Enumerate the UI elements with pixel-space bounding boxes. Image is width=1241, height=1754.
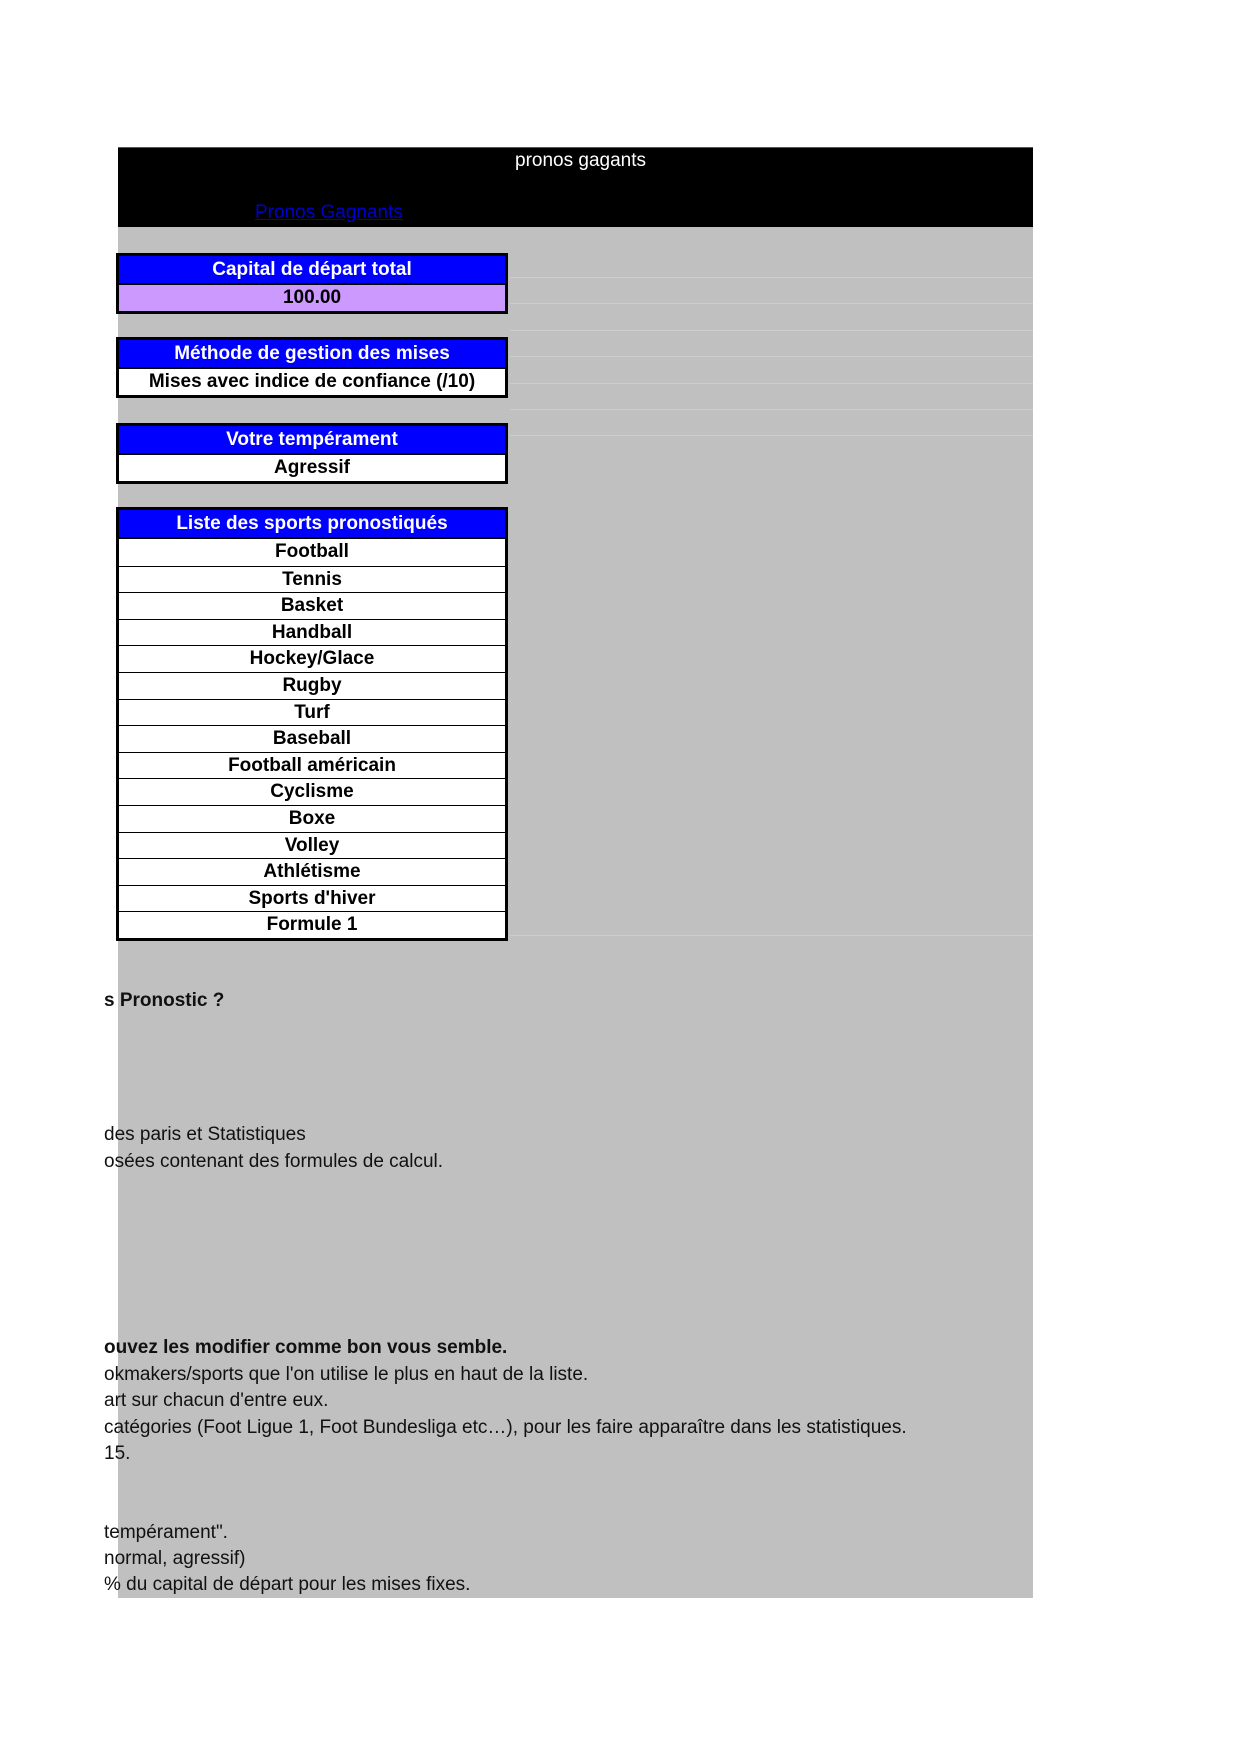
gridline	[510, 330, 1033, 331]
note-line: des paris et Statistiques	[104, 1124, 306, 1145]
note-line: normal, agressif)	[104, 1548, 246, 1569]
sport-item[interactable]: Sports d'hiver	[119, 885, 505, 912]
gridline	[510, 356, 1033, 357]
gridline	[510, 303, 1033, 304]
sport-item[interactable]: Football américain	[119, 752, 505, 779]
sport-item[interactable]: Tennis	[119, 566, 505, 593]
sport-item[interactable]: Football	[275, 541, 349, 562]
sport-item[interactable]: Athlétisme	[119, 858, 505, 885]
note-heading: s Pronostic ?	[104, 990, 225, 1011]
note-heading: ouvez les modifier comme bon vous semble.	[104, 1337, 508, 1358]
temperament-value[interactable]: Agressif	[273, 457, 351, 478]
methode-value[interactable]: Mises avec indice de confiance (/10)	[148, 371, 476, 392]
sport-item[interactable]: Hockey/Glace	[119, 645, 505, 672]
temperament-label: Votre tempérament	[119, 426, 505, 455]
page-title: pronos gagants	[515, 150, 646, 171]
note-line: osées contenant des formules de calcul.	[104, 1151, 444, 1172]
note-line: okmakers/sports que l'on utilise le plus en haut de la liste.	[104, 1364, 589, 1385]
spreadsheet-page	[104, 147, 1033, 1598]
pronos-gagnants-link[interactable]: Pronos Gagnants	[255, 202, 403, 223]
gridline	[510, 383, 1033, 384]
sports-label: Liste des sports pronostiqués	[119, 510, 505, 539]
methode-box	[116, 337, 508, 398]
sport-item[interactable]: Cyclisme	[119, 778, 505, 805]
methode-label: Méthode de gestion des mises	[119, 340, 505, 369]
note-line: art sur chacun d'entre eux.	[104, 1390, 329, 1411]
sport-item[interactable]: Turf	[119, 699, 505, 726]
title-bar	[118, 147, 1033, 227]
note-line: tempérament".	[104, 1522, 228, 1543]
sport-item[interactable]: Volley	[119, 832, 505, 859]
sport-item[interactable]: Rugby	[119, 672, 505, 699]
sports-box	[116, 507, 508, 941]
note-line: catégories (Foot Ligue 1, Foot Bundesliga etc…), pour les faire apparaître dans les statistiques.	[104, 1417, 907, 1438]
sports-list	[119, 539, 505, 938]
sport-item[interactable]: Boxe	[119, 805, 505, 832]
note-line: 15.	[104, 1443, 131, 1464]
note-line: % du capital de départ pour les mises fixes.	[104, 1574, 471, 1595]
capital-box	[116, 253, 508, 314]
capital-value[interactable]: 100.00	[119, 285, 505, 311]
sport-item[interactable]: Baseball	[119, 725, 505, 752]
gridline	[510, 277, 1033, 278]
gridline	[510, 935, 1033, 936]
sport-item[interactable]: Formule 1	[119, 911, 505, 938]
sport-item[interactable]: Handball	[119, 619, 505, 646]
gridline	[510, 435, 1033, 436]
temperament-box	[116, 423, 508, 484]
sport-item[interactable]: Basket	[119, 592, 505, 619]
capital-label: Capital de départ total	[119, 256, 505, 285]
gridline	[510, 409, 1033, 410]
